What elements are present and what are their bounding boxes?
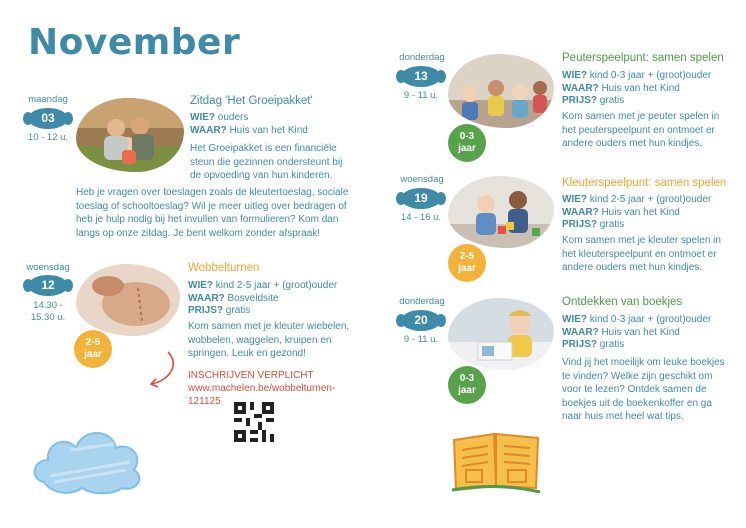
wie-label: WIE? xyxy=(562,70,587,81)
age-badge-range: 2-5 xyxy=(85,337,101,348)
event-title: Peuterspeelpunt: samen spelen xyxy=(562,52,724,64)
wie-value: ouders xyxy=(217,112,249,123)
event-info xyxy=(190,112,350,137)
event-time: 10 - 12 u. xyxy=(27,132,69,143)
prijs-label: PRIJS? xyxy=(562,95,598,106)
waar-label: WAAR? xyxy=(190,124,227,136)
wie-value: kind 0-3 jaar + (groot)ouder xyxy=(589,314,712,325)
age-badge-range: 2-5 xyxy=(459,251,475,262)
open-book-icon xyxy=(448,430,544,494)
wie-value: kind 0-3 jaar + (groot)ouder xyxy=(589,70,712,81)
age-badge-range: 0-3 xyxy=(459,373,475,384)
event-day: maandag xyxy=(28,94,68,105)
event-description: Vind jij het moeilijk om leuke boekjes te vinden? Welke zijn geschikt om voor te lezen? Ontdek samen de boekjes uit de boekenkoffer en ga naar huis met heel wat tips. xyxy=(562,357,725,422)
prijs-value: gratis xyxy=(599,95,625,106)
event-description-extra: Heb je vragen over toeslagen zoals de kleutertoeslag, sociale toeslag of schooltoeslag? Wil je meer uitleg over bedragen of heb je hulp nodig bij het invullen van formulieren? Kom dan langs op onze zitdag. Je bent welkom zonder afspraak! xyxy=(76,187,349,239)
page-title: November xyxy=(28,22,241,63)
reading-child-photo xyxy=(448,298,554,370)
prijs-value: gratis xyxy=(225,305,251,316)
age-badge-unit: jaar xyxy=(458,385,476,396)
event-description: Kom samen met je kleuter wiebelen, wobbelen, waggelen, kruipen en springen. Leuk en gezond! xyxy=(188,321,350,359)
wie-label: WIE? xyxy=(562,314,587,325)
event-info xyxy=(562,314,732,352)
registration-link-line2[interactable]: 121125 xyxy=(188,395,221,407)
prijs-value: gratis xyxy=(599,219,625,230)
age-badge-unit: jaar xyxy=(458,263,476,274)
event-title: Zitdag 'Het Groeipakket' xyxy=(190,95,313,107)
event-description: Het Groeipakket is een financiële steun die gezinnen ondersteunt bij de opvoeding van hun kinderen. xyxy=(190,143,343,181)
event-info xyxy=(562,194,732,232)
age-badge xyxy=(448,124,486,162)
waar-label: WAAR? xyxy=(188,292,225,304)
waar-value: Huis van het Kind xyxy=(601,326,680,338)
event-time: 9 - 11 u. xyxy=(403,90,439,101)
toddlers-photo xyxy=(448,54,554,128)
event-day: donderdag xyxy=(399,296,445,307)
wie-label: WIE? xyxy=(188,280,213,291)
waar-label: WAAR? xyxy=(562,326,599,338)
waar-value: Huis van het Kind xyxy=(601,206,680,218)
event-time: 9 - 11 u. xyxy=(403,334,439,345)
event-title: Ontdekken van boekjes xyxy=(562,296,683,308)
event-title: Kleuterspeelpunt: samen spelen xyxy=(562,177,727,189)
prijs-label: PRIJS? xyxy=(562,219,598,230)
waar-value: Huis van het Kind xyxy=(229,124,308,136)
family-photo xyxy=(76,98,184,172)
age-badge-unit: jaar xyxy=(84,349,102,360)
event-day: woensdag xyxy=(26,262,70,273)
waar-label: WAAR? xyxy=(562,206,599,218)
event-time-end: 15.30 u. xyxy=(30,312,66,323)
event-day: woensdag xyxy=(400,174,444,185)
event-info xyxy=(562,70,732,108)
date-badge: 03 xyxy=(28,108,68,129)
date-badge: 13 xyxy=(401,66,441,87)
arrow-icon xyxy=(146,350,186,392)
waar-label: WAAR? xyxy=(562,82,599,94)
prijs-label: PRIJS? xyxy=(562,339,598,350)
event-description: Kom samen met je kleuter spelen in het kleuterspeelpunt en ontmoet er andere ouders met hun kindjes. xyxy=(562,235,721,273)
event-title: Wobbelturnen xyxy=(188,262,260,274)
age-badge-range: 0-3 xyxy=(459,131,475,142)
registration-required: INSCHRIJVEN VERPLICHT xyxy=(188,370,314,381)
event-day: donderdag xyxy=(399,52,445,63)
event-time xyxy=(18,300,78,324)
wie-label: WIE? xyxy=(562,194,587,205)
date-badge: 12 xyxy=(28,275,68,296)
qr-code-icon[interactable] xyxy=(234,402,274,442)
event-time: 14 - 16 u. xyxy=(400,212,442,223)
date-badge: 20 xyxy=(401,310,441,331)
waar-value: Bosveldsite xyxy=(227,292,279,304)
event-info xyxy=(188,280,358,318)
wie-value: kind 2-5 jaar + (groot)ouder xyxy=(589,194,712,205)
wie-label: WIE? xyxy=(190,112,215,123)
age-badge xyxy=(74,330,112,368)
date-badge: 19 xyxy=(401,188,441,209)
baby-photo xyxy=(76,264,180,336)
registration-link-line1[interactable]: www.machelen.be/wobbelturnen- xyxy=(188,383,336,394)
wie-value: kind 2-5 jaar + (groot)ouder xyxy=(215,280,338,291)
age-badge xyxy=(448,366,486,404)
age-badge-unit: jaar xyxy=(458,143,476,154)
kids-playing-photo xyxy=(448,176,554,248)
event-time-start: 14.30 - xyxy=(33,300,63,311)
cloud-doodle-icon xyxy=(30,420,146,496)
prijs-value: gratis xyxy=(599,339,625,350)
waar-value: Huis van het Kind xyxy=(601,82,680,94)
event-description: Kom samen met je peuter spelen in het peuterspeelpunt en ontmoet er andere ouders met hun kindjes. xyxy=(562,111,720,149)
prijs-label: PRIJS? xyxy=(188,305,224,316)
age-badge xyxy=(448,244,486,282)
